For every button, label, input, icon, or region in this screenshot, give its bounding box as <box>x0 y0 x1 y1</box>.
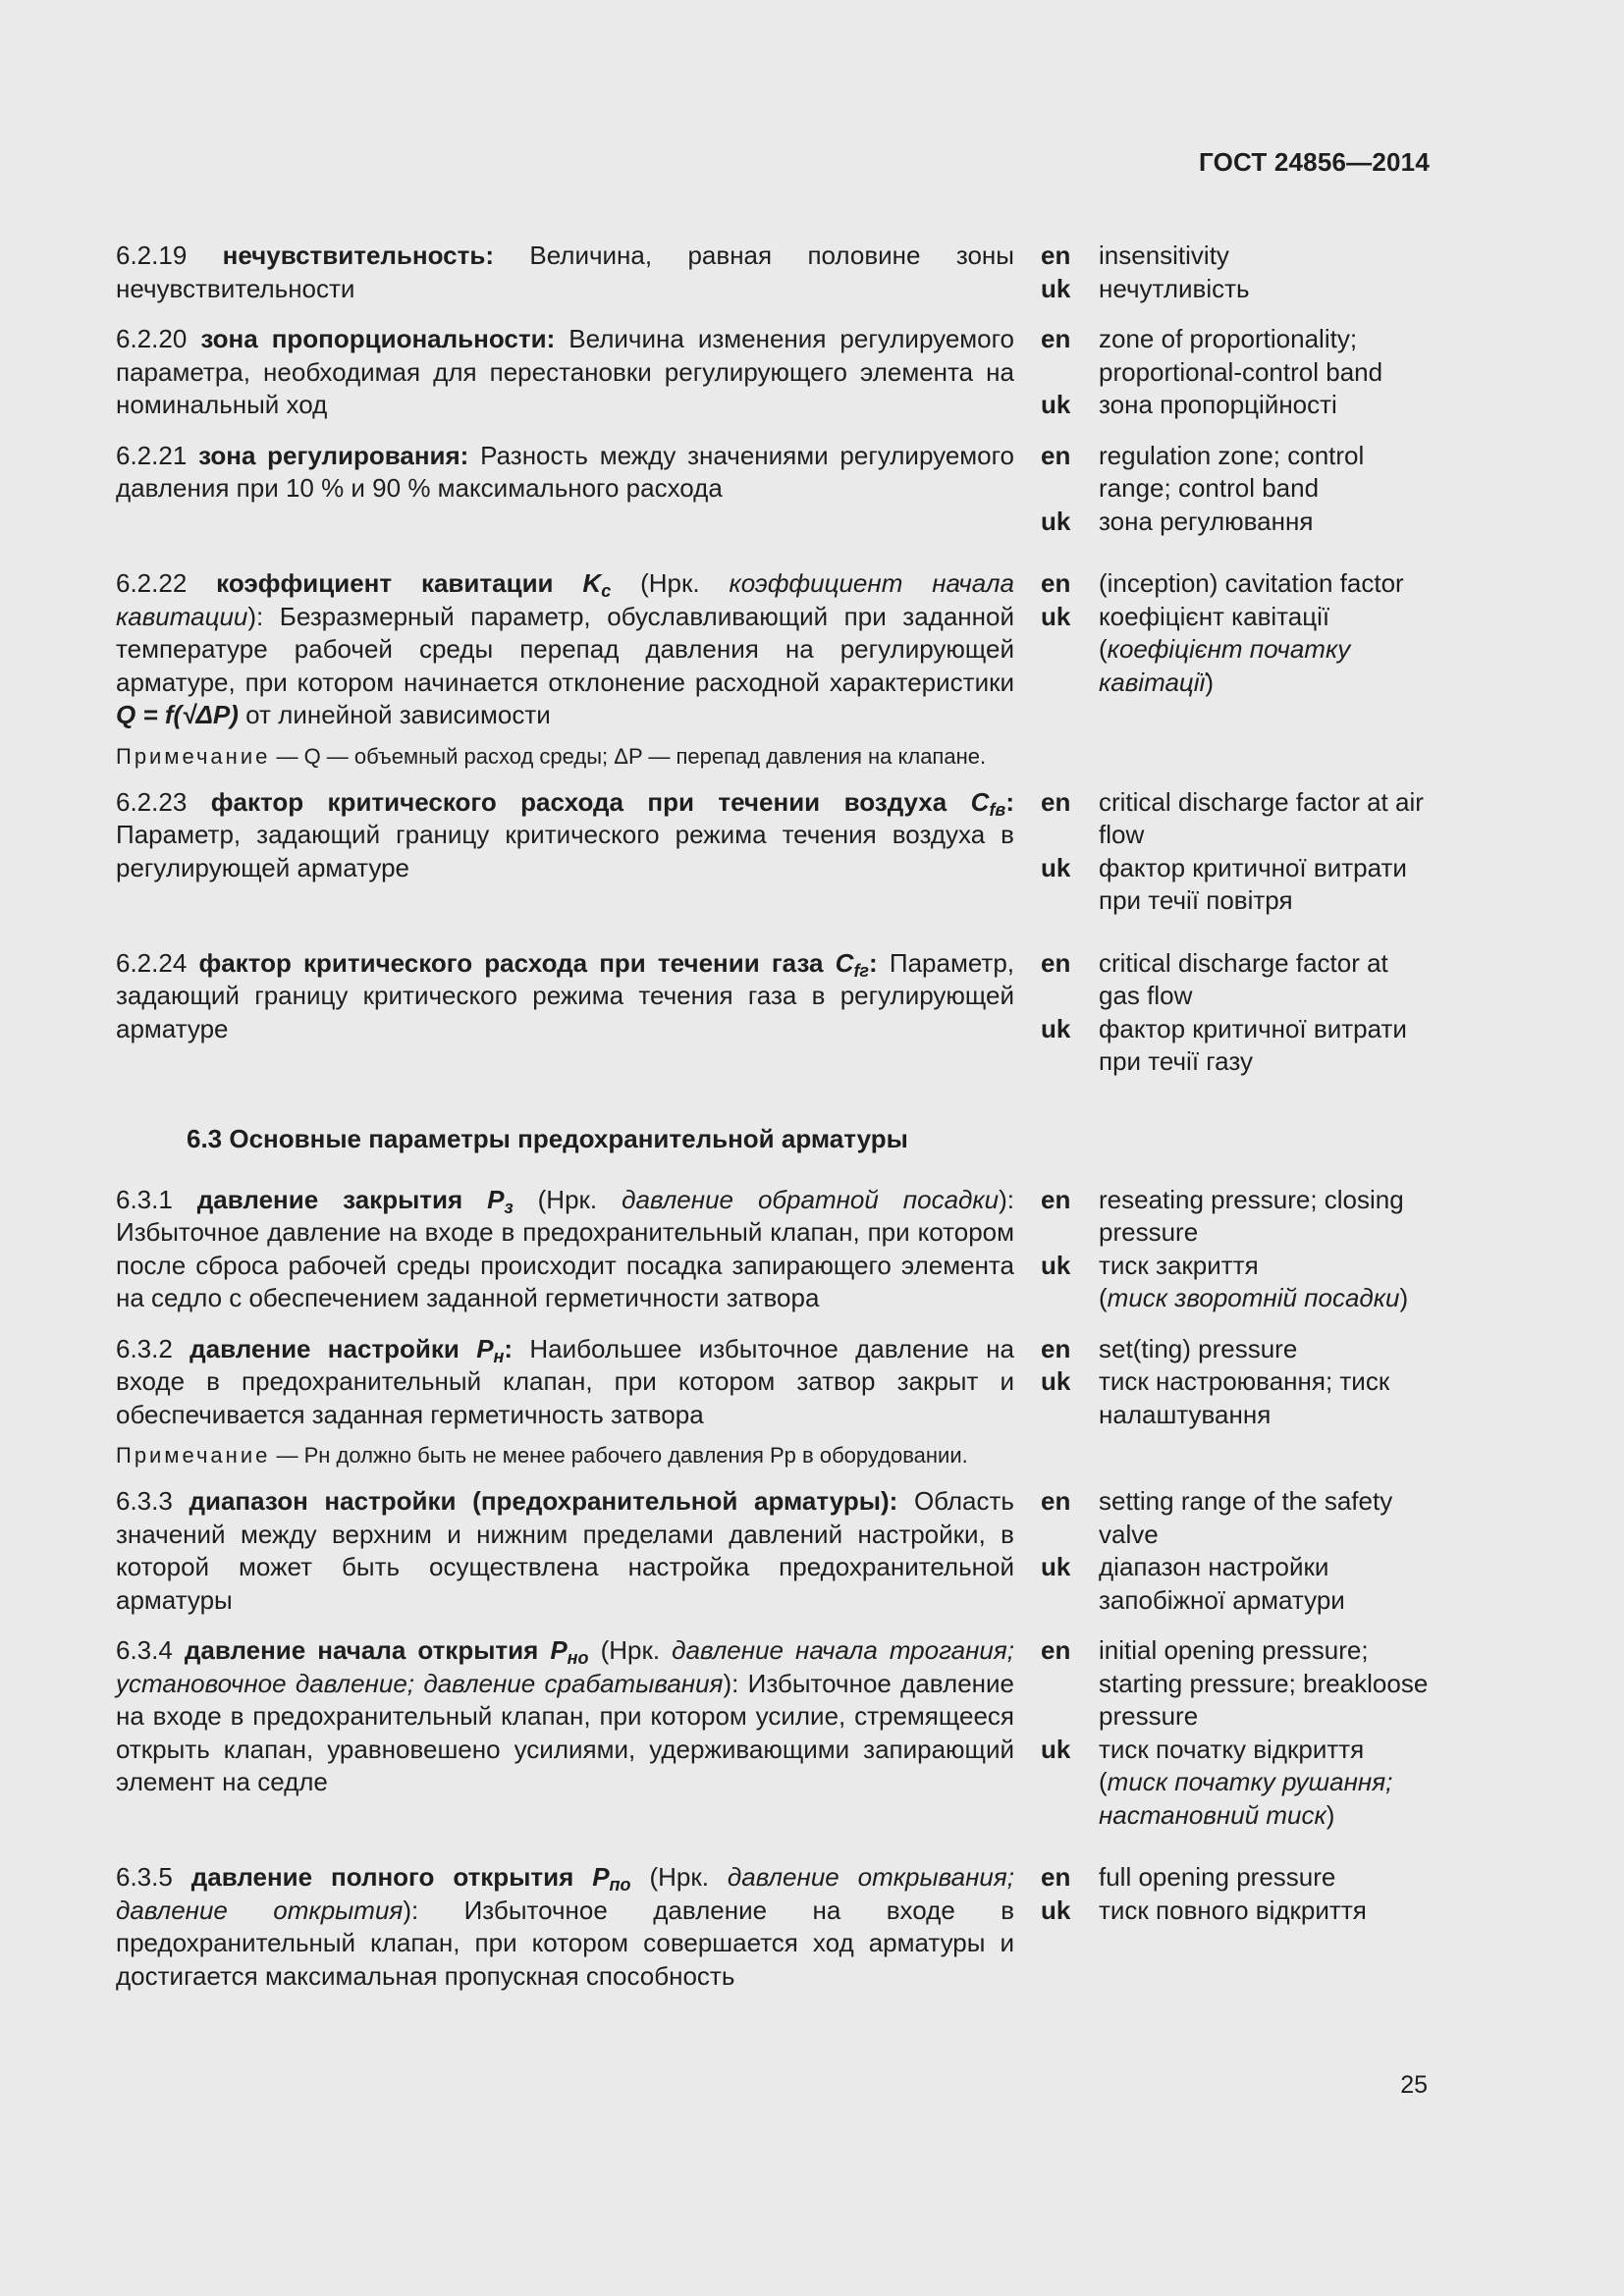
term-definition: 6.2.24 фактор критического расхода при течении газа $C_{fг}$: Параметр, задающий границу критического режима течения газа в регулирующей арматуре <box>116 947 1015 1043</box>
term-title: фактор критического расхода при течении воздуха <box>210 786 947 817</box>
term-entry-6-3-4 <box>116 1634 1432 1832</box>
deprecated-term: давление открывания; давление открытия <box>116 1862 1014 1925</box>
term-definition: 6.2.21 зона регулирования: Разность между значениями регулируемого давления при 10 % и 90 % максимального расхода <box>116 440 1014 503</box>
term-entry-6-2-23 <box>116 786 1432 918</box>
term-definition: 6.2.20 зона пропорциональности: Величина изменения регулируемого параметра, необходимая для перестановки регулирующего элемента на номинальный ход <box>116 324 1014 419</box>
symbol: C <box>970 786 990 817</box>
en-translation: insensitivity <box>1099 240 1229 270</box>
term-definition: 6.3.5 давление полного открытия $P_{по}$ (Нрк. давление открывания; давление открытия): Избыточное давление на входе в предохранительный клапан, при котором совершается ход арматуры и достигается максимальная пропускная способность <box>116 1862 1015 1991</box>
term-title: давление начала открытия <box>184 1635 539 1665</box>
term-title: нечувствительность: <box>222 240 494 270</box>
term-definition: 6.3.3 диапазон настройки (предохранительной арматуры): Область значений между верхним и нижним пределами давлений настройки, в которой может быть осуществлена настройка предохранительной арматуры <box>116 1486 1014 1615</box>
terms-content <box>116 240 1432 2010</box>
term-title: давление полного открытия <box>190 1862 574 1892</box>
term-entry-6-3-3 <box>116 1485 1432 1617</box>
uk-deprecated: тиск початку рушання; настановний тиск <box>1099 1767 1393 1830</box>
term-entry-6-2-21 <box>116 440 1432 539</box>
uk-translation: нечутливість <box>1099 273 1250 303</box>
term-definition: 6.2.23 фактор критического расхода при течении воздуха $C_{fв}$: Параметр, задающий границу критического режима течения воздуха в регулирующей арматуре <box>116 786 1014 882</box>
term-translations: en set(ting) pressure uk тиск настроювання; тиск налаштування <box>1041 1333 1432 1432</box>
en-translation: initial opening pressure; starting pressure; breakloose pressure <box>1099 1635 1429 1731</box>
uk-translation: коефіцієнт кавітації <box>1099 601 1330 631</box>
uk-translation: тиск закриття <box>1099 1250 1259 1280</box>
symbol: K <box>582 568 602 598</box>
uk-translation: тиск повного відкриття <box>1099 1895 1367 1925</box>
term-entry-6-3-1 <box>116 1184 1432 1315</box>
term-entry-6-3-2 <box>116 1333 1432 1432</box>
deprecated-term: давление обратной посадки <box>622 1184 1000 1214</box>
term-translations: en full opening pressure uk тиск повного відкриття <box>1041 1861 1432 1993</box>
note-6-3-2: Примечание — Pн должно быть не менее рабочего давления Pр в оборудовании. <box>116 1443 968 1468</box>
term-title: давление закрытия <box>196 1184 463 1214</box>
term-translations: en setting range of the safety valve uk діапазон настройки запобіжної арматури <box>1041 1485 1432 1617</box>
term-title: зона регулирования: <box>198 440 469 470</box>
en-translation: setting range of the safety valve <box>1099 1486 1393 1549</box>
deprecated-term: давление начала трогания; установочное давление; давление срабатывания <box>116 1635 1014 1698</box>
standard-number: ГОСТ 24856—2014 <box>1199 147 1430 177</box>
term-title: диапазон настройки (предохранительной арматуры): <box>189 1486 898 1516</box>
note-label: Примечание <box>116 1443 271 1468</box>
note-label: Примечание <box>116 743 271 769</box>
term-translations: en initial opening pressure; starting pressure; breakloose pressure uk тиск початку відкриття (тиск початку рушання; настановний тиск) <box>1041 1634 1432 1832</box>
term-definition: 6.2.19 нечувствительность: Величина, равная половине зоны нечувствительности <box>116 240 1014 303</box>
term-entry-6-2-19 <box>116 240 1432 305</box>
term-title: давление настройки <box>189 1333 460 1363</box>
uk-deprecated: коефіцієнт початку кавітації <box>1099 634 1351 697</box>
term-definition: 6.3.2 давление настройки $P_н$: Наибольшее избыточное давление на входе в предохранительный клапан, при котором затвор закрыт и обеспечивается заданная герметичность затвора <box>116 1333 1014 1429</box>
uk-deprecated: тиск зворотній посадки <box>1107 1283 1400 1312</box>
term-translations: en insensitivity uk нечутливість <box>1041 240 1432 305</box>
term-entry-6-2-22 <box>116 567 1432 732</box>
en-translation: full opening pressure <box>1099 1862 1336 1892</box>
en-translation: set(ting) pressure <box>1099 1333 1298 1363</box>
en-translation: critical discharge factor at gas flow <box>1099 947 1388 1010</box>
term-entry-6-2-24 <box>116 947 1432 1079</box>
uk-translation: тиск початку відкриття <box>1099 1734 1365 1764</box>
term-translations: en critical discharge factor at gas flow uk фактор критичної витрати при течії газу <box>1041 947 1432 1079</box>
symbol: P <box>592 1862 610 1892</box>
en-translation: reseating pressure; closing pressure <box>1099 1184 1404 1247</box>
term-definition: 6.3.4 давление начала открытия $P_{но}$ (Нрк. давление начала трогания; установочное давление; давление срабатывания): Избыточное давление на входе в предохранительный клапан, при котором усилие, стремящееся открыть клапан, уравновешено усилиями, удерживающими запирающий элемент на седле <box>116 1635 1014 1796</box>
note-6-2-22: Примечание — Q — объемный расход среды; ΔP — перепад давления на клапане. <box>116 743 987 769</box>
uk-translation: тиск настроювання; тиск налаштування <box>1099 1366 1390 1429</box>
term-translations: en critical discharge factor at air flow uk фактор критичної витрати при течії повітря <box>1041 786 1432 918</box>
term-translations: en (inception) cavitation factor uk коефіцієнт кавітації (коефіцієнт початку кавітації) <box>1041 567 1432 732</box>
term-title: коэффициент кавитации <box>216 568 554 598</box>
term-definition: 6.2.22 коэффициент кавитации $K_c$ (Нрк. коэффициент начала кавитации): Безразмерный параметр, обуславливающий при заданной температуре рабочей среды перепад давления на регулирующей арматуре, при котором начинается отклонение расходной характеристики Q = f(√ΔP) от линейной зависимости <box>116 568 1014 729</box>
en-translation: (inception) cavitation factor <box>1099 568 1404 598</box>
term-title: зона пропорциональности: <box>200 324 556 353</box>
en-translation: regulation zone; control range; control band <box>1099 440 1365 503</box>
uk-translation: фактор критичної витрати при течії повітря <box>1099 852 1407 915</box>
term-translations: en regulation zone; control range; control band uk зона регулювання <box>1041 440 1432 539</box>
uk-translation: зона пропорційності <box>1099 390 1337 419</box>
en-translation: critical discharge factor at air flow <box>1099 786 1424 849</box>
uk-translation: діапазон настройки запобіжної арматури <box>1099 1552 1345 1615</box>
symbol: P <box>550 1635 568 1665</box>
en-translation: zone of proportionality; proportional-control band <box>1099 324 1383 387</box>
term-title: фактор критического расхода при течении газа <box>198 947 824 978</box>
section-heading: 6.3 Основные параметры предохранительной арматуры <box>187 1123 908 1153</box>
flow-formula: Q = f(√ΔP) <box>116 700 239 729</box>
uk-translation: зона регулювання <box>1099 506 1314 536</box>
uk-translation: фактор критичної витрати при течії газу <box>1099 1013 1407 1076</box>
term-entry-6-3-5 <box>116 1861 1432 1993</box>
term-translations: en zone of proportionality; proportional-control band uk зона пропорційності <box>1041 323 1432 422</box>
term-translations: en reseating pressure; closing pressure uk тиск закриття (тиск зворотній посадки) <box>1041 1184 1432 1315</box>
page-number: 25 <box>1400 2071 1428 2099</box>
term-entry-6-2-20 <box>116 323 1432 422</box>
term-definition: 6.3.1 давление закрытия $P_з$ (Нрк. давление обратной посадки): Избыточное давление на входе в предохранительный клапан, при котором после сброса рабочей среды происходит посадка запирающего элемента на седло с обеспечением заданной герметичности затвора <box>116 1184 1015 1312</box>
symbol: P <box>476 1333 494 1363</box>
symbol: P <box>487 1184 505 1214</box>
symbol: C <box>835 947 854 978</box>
deprecated-term: коэффициент начала кавитации <box>116 568 1014 631</box>
